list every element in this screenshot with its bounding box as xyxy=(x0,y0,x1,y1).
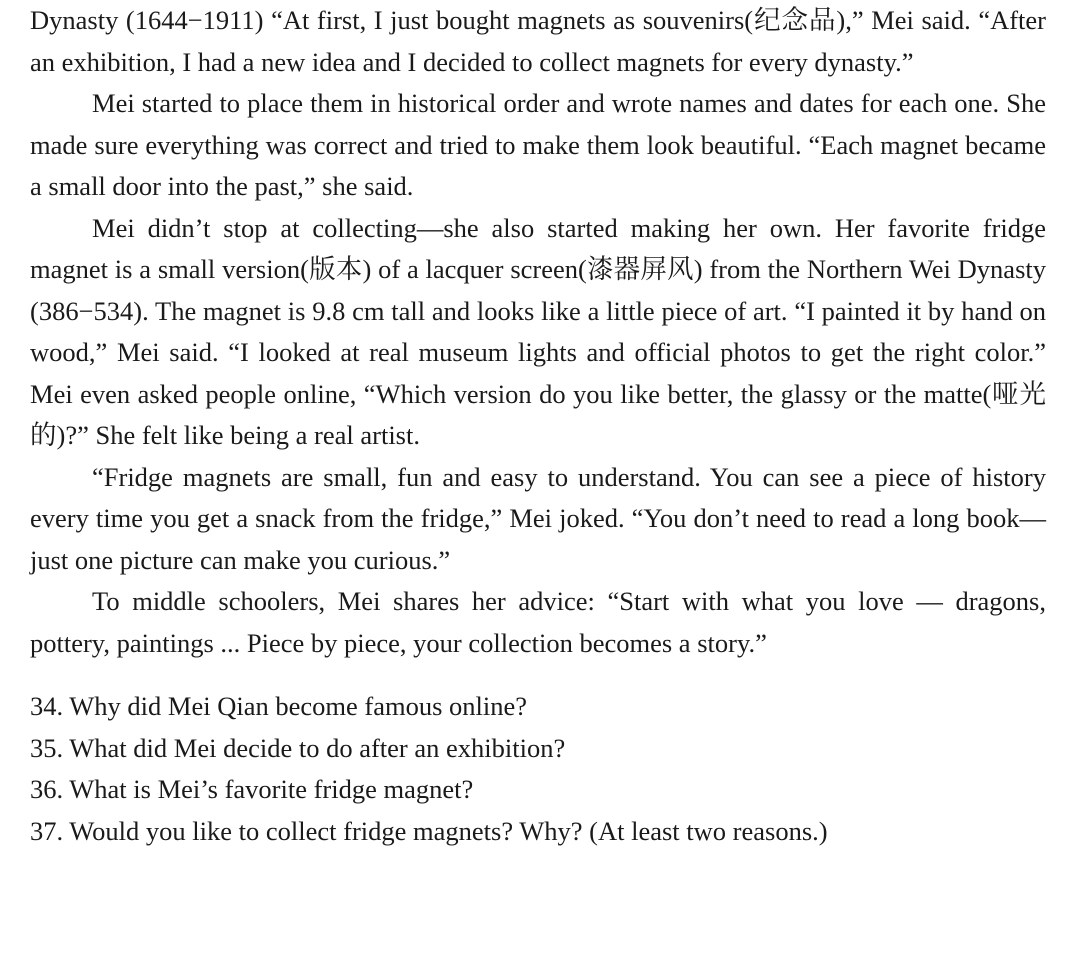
question-35: 35. What did Mei decide to do after an exhibition? xyxy=(30,732,566,763)
paragraph-5: To middle schoolers, Mei shares her advice: “Start with what you love — dragons, pottery, paintings ... Piece by piece, your collection becomes a story.” xyxy=(30,586,1046,658)
passage xyxy=(30,0,1046,664)
question-37: 37. Would you like to collect fridge magnets? Why? (At least two reasons.) xyxy=(30,815,828,846)
paragraph-2: Mei started to place them in historical order and wrote names and dates for each one. She made sure everything was correct and tried to make them look beautiful. “Each magnet became a small door into the past,” she said. xyxy=(30,88,1046,201)
question-36: 36. What is Mei’s favorite fridge magnet? xyxy=(30,774,474,804)
reading-passage-page xyxy=(30,0,1046,852)
paragraph-4: “Fridge magnets are small, fun and easy to understand. You can see a piece of history every time you get a snack from the fridge,” Mei joked. “You don’t need to read a long book—just one picture can make you curious.” xyxy=(30,461,1046,575)
paragraph-1: Dynasty (1644−1911) “At first, I just bought magnets as souvenirs(纪念品),” Mei said. “After an exhibition, I had a new idea and I decided to collect magnets for every dynasty.” xyxy=(30,5,1046,77)
paragraph-3: Mei didn’t stop at collecting—she also started making her own. Her favorite fridge magnet is a small version(版本) of a lacquer screen(漆器屏风) from the Northern Wei Dynasty (386−534). The magnet is 9.8 cm tall and looks like a little piece of art. “I painted it by hand on wood,” Mei said. “I looked at real museum lights and official photos to get the right color.” Mei even asked people online, “Which version do you like better, the glassy or the matte(哑光的)?” She felt like being a real artist. xyxy=(30,212,1046,450)
question-34: 34. Why did Mei Qian become famous online? xyxy=(30,691,528,721)
question-list xyxy=(30,686,1046,852)
